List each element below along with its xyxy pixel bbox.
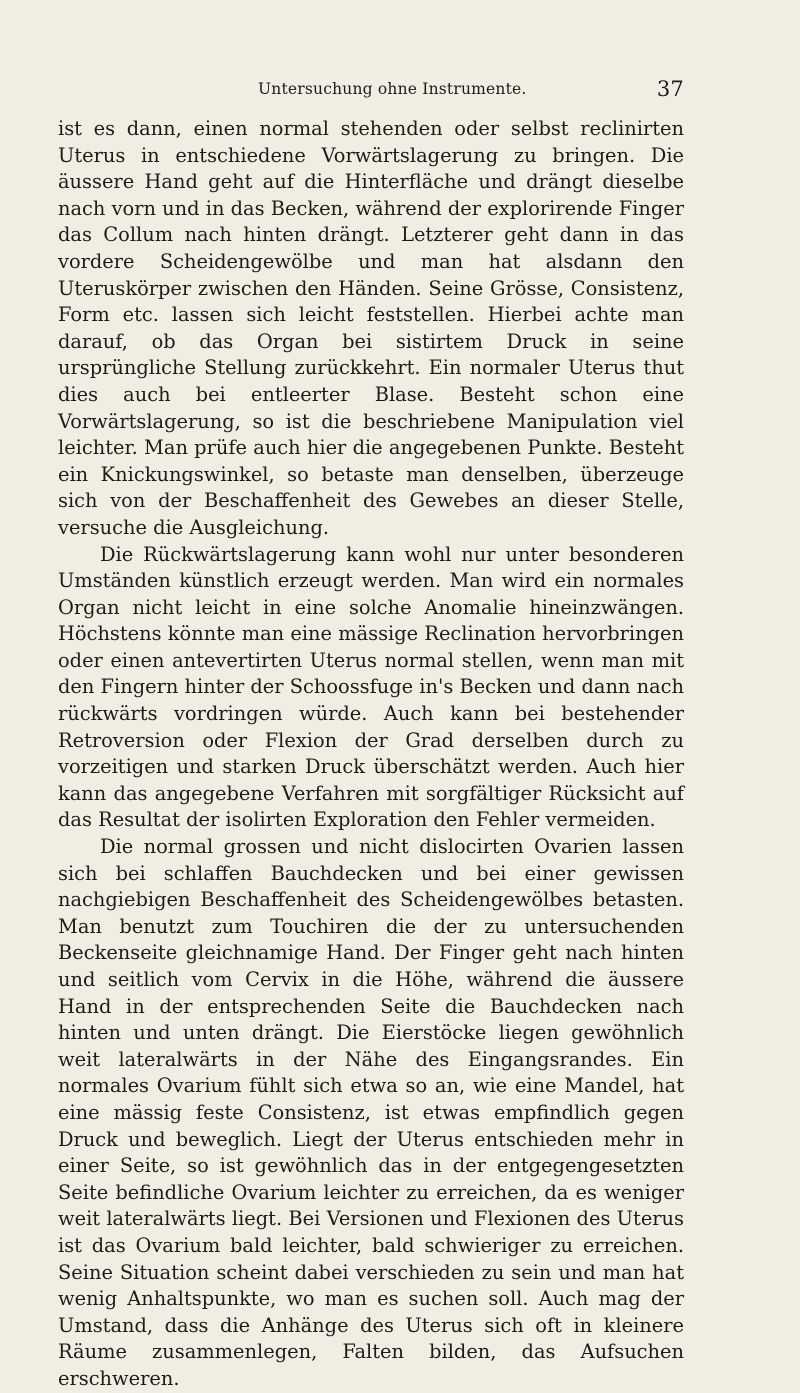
paragraph-retroversion: Die Rückwärtslagerung kann wohl nur unter besonderen Umständen künstlich erzeugt werden. Man wird ein normales Organ nicht leicht in eine solche Anomalie hineinzwängen. Höchstens könnte man eine mässige Reclination hervorbringen oder einen antevertirten Uterus normal stellen, wenn man mit den Fingern hinter der Schoossfuge in's Becken und dann nach rückwärts vordringen würde. Auch kann bei bestehender Retroversion oder Flexion der Grad derselben durch zu vorzeitigen und starken Druck überschätzt werden. Auch hier kann das angegebene Verfahren mit sorgfältiger Rücksicht auf das Resultat der isolirten Exploration den Fehler vermeiden. <box>58 542 684 832</box>
running-header <box>58 77 684 106</box>
page-number: 37 <box>656 77 684 101</box>
paragraph-ovaries: Die normal grossen und nicht dislocirten Ovarien lassen sich bei schlaffen Bauchdecken und bei einer gewissen nachgiebigen Beschaffenheit des Scheidengewölbes betasten. Man benutzt zum Touchiren die der zu untersuchenden Beckenseite gleichnamige Hand. Der Finger geht nach hinten und seitlich vom Cervix in die Höhe, während die äussere Hand in der entsprechenden Seite die Bauchdecken nach hinten und unten drängt. Die Eierstöcke liegen gewöhnlich weit lateralwärts in der Nähe des Eingangsrandes. Ein normales Ovarium fühlt sich etwa so an, wie eine Mandel, hat eine mässig feste Consistenz, ist etwas empfindlich gegen Druck und beweglich. Liegt der Uterus entschieden mehr in einer Seite, so ist gewöhnlich das in der entgegengesetzten Seite befindliche Ovarium leichter zu erreichen, da es weniger weit lateralwärts liegt. Bei Versionen und Flexionen des Uterus ist das Ovarium bald leichter, bald schwieriger zu erreichen. Seine Situation scheint dabei verschieden zu sein und man hat wenig Anhaltspunkte, wo man es suchen soll. Auch mag der Umstand, dass die Anhänge des Uterus sich oft in kleinere Räume zusammenlegen, Falten bilden, das Aufsuchen erschweren. <box>58 835 684 1390</box>
running-title: Untersuchung ohne Instrumente. <box>258 80 527 98</box>
body-text <box>58 116 684 1393</box>
paragraph-continuation: ist es dann, einen normal stehenden oder selbst reclinirten Uterus in entschiedene Vorwärtslagerung zu bringen. Die äussere Hand geht auf die Hinterfläche und drängt dieselbe nach vorn und in das Becken, während der explorirende Finger das Collum nach hinten drängt. Letzterer geht dann in das vordere Scheidengewölbe und man hat alsdann den Uteruskörper zwischen den Händen. Seine Grösse, Consistenz, Form etc. lassen sich leicht feststellen. Hierbei achte man darauf, ob das Organ bei sistirtem Druck in seine ursprüngliche Stellung zurückkehrt. Ein normaler Uterus thut dies auch bei entleerter Blase. Besteht schon eine Vorwärtslagerung, so ist die beschriebene Manipulation viel leichter. Man prüfe auch hier die angegebenen Punkte. Besteht ein Knickungswinkel, so betaste man denselben, überzeuge sich von der Beschaffenheit des Gewebes an dieser Stelle, versuche die Ausgleichung. <box>58 117 684 539</box>
